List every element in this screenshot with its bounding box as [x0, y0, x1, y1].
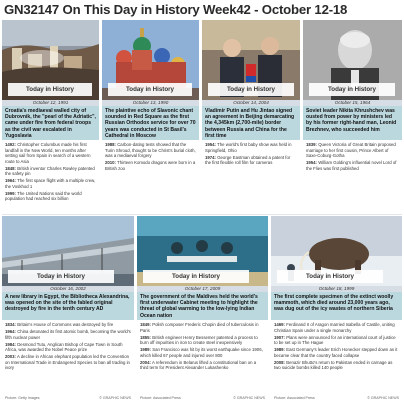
list-item: 2003: A decline in African elephant population led the Convention on International Trade in Endangered Species to ban all trading in ivory [5, 354, 130, 371]
card-oct-16 [2, 216, 134, 402]
list-item: 1974: George Eastman obtained a patent for the first flexible roll film for cameras [205, 154, 291, 166]
card-items [137, 321, 268, 393]
list-item: 1999: The United Nations said the world population had reached six billion [5, 190, 82, 202]
list-item: 2004: A referendum in Belarus lifted a constitutional ban on a third term for President Alexander Lukashenko [140, 359, 257, 371]
card-headline: The first complete specimen of the extinct woolly mammoth, which died around 23,000 years ago, was dug out of the icy wastes of northern Siberia [271, 292, 402, 320]
today-in-history-banner: Today in History [143, 270, 249, 283]
today-in-history-banner: Today in History [8, 83, 92, 96]
photo-credit: Picture: Associated Press © GRAPHIC NEWS [274, 396, 399, 400]
card-oct-14 [202, 20, 300, 214]
today-in-history-banner: Today in History [8, 270, 114, 283]
card-date: October 12, 1991 [2, 100, 99, 106]
card-date: October 15, 1964 [303, 100, 402, 106]
list-item: 1834: Britain's House of Commons was destroyed by fire [5, 322, 114, 327]
card-date: October 17, 2009 [137, 286, 268, 292]
card-date: October 14, 2004 [202, 100, 300, 106]
card-headline: Croatia's mediaeval walled city of Dubrovnik, the "pearl of the Adriatic", came under fire from federal troops as the civil war escalated in Yugoslavia [2, 106, 99, 140]
list-item: 2010: Thirteen Komodo dragons were born in a British zoo [105, 160, 196, 171]
card-items [2, 321, 134, 393]
card-headline: The government of the Maldives held the world's first underwater Cabinet meeting to highlight the threat of global warming to the low-lying Indian Ocean nation [137, 292, 268, 320]
card-oct-18 [271, 216, 402, 402]
card-oct-15 [303, 20, 402, 214]
card-oct-17 [137, 216, 268, 402]
today-in-history-banner: Today in History [277, 270, 383, 283]
list-item: 1469: Ferdinand II of Aragon married Isabella of Castile, uniting Christian Spain under a single monarchy [274, 322, 395, 333]
card-items [303, 141, 402, 213]
photo-credit: Picture: Associated Press © GRAPHIC NEWS [140, 396, 265, 400]
card-headline: The plaintive echo of Slavonic chant sounded in Red Square as the first Russian Orthodox service for over 70 years was conducted in St Basil's Cathedral in Moscow [102, 106, 199, 140]
list-item: 1492: Christopher Columbus made his first landfall in the New World, ten months after setting sail from Spain in search of a western route to Asia [5, 142, 91, 164]
today-in-history-banner: Today in History [309, 83, 395, 96]
list-item: 1849: Polish composer Frederic Chopin died of tuberculosis in Paris [140, 322, 259, 333]
card-oct-12 [2, 20, 99, 214]
card-items [202, 141, 300, 213]
list-item: 1848: British inventor Charles Rowley patented the safety pin [5, 165, 95, 177]
list-item: 1989: San Francisco was hit by its worst earthquake since 1906, which killed 67 people and injured over 800 [140, 347, 263, 358]
today-in-history-banner: Today in History [208, 83, 294, 96]
list-item: 1839: Queen Victoria of Great Britain proposed marriage to her first cousin, Prince Albert of Saxe-Coburg-Gotha [306, 142, 396, 159]
photo-credit: Picture: Getty Images © GRAPHIC NEWS [5, 396, 131, 400]
list-item: 1954: William Golding's influential novel Lord of the Flies was first published [306, 160, 397, 171]
list-item: 2008: Benazir Bhutto's return to Pakistan ended in carnage as two suicide bombs killed 140 people [274, 359, 393, 371]
card-headline: Vladimir Putin and Hu Jintao signed an agreement in Beijing demarcating the 4,345km (2,700-mile) border between Russia and China for the first time [202, 106, 300, 140]
page-title: GN32147 On This Day in History Week42 - October 12-18 [4, 2, 348, 17]
card-date: October 18, 1999 [271, 286, 402, 292]
list-item: 1855: British engineer Henry Bessemer patented a process to burn off impurities in iron to create steel inexpensively [140, 334, 258, 346]
card-date: October 13, 1990 [102, 100, 199, 106]
list-item: 1988: Carbon-dating tests showed that the Turin Shroud, thought to be Christ's burial cloth, was a mediaeval forgery [105, 142, 196, 159]
card-items [2, 141, 99, 213]
card-items [102, 141, 199, 213]
list-item: 1964: China detonated its first atomic bomb, becoming the world's fifth nuclear power [5, 328, 131, 340]
row-divider [2, 214, 402, 215]
card-headline: A new library in Egypt, the Bibliotheca Alexandrina, was opened on the site of the fabled original destroyed by fire in the tenth century AD [2, 292, 134, 320]
list-item: 1984: Desmond Tutu, Anglican Bishop of Cape Town in South Africa, was awarded the Nobel Peace prize [5, 341, 123, 353]
list-item: 1954: The world's first baby show was held in Springfield, Ohio [205, 142, 292, 153]
list-item: 1907: Plans were announced for an international court of justice to be set up in The Hague [274, 334, 396, 346]
today-in-history-banner: Today in History [108, 83, 192, 96]
list-item: 1964: The first space flight with a multiple crew, the Voskhod 1 [5, 178, 96, 189]
card-headline: Soviet leader Nikita Khrushchev was ousted from power by ministers led by his former right-hand man, Leonid Brezhnev, who succeeded him [303, 106, 402, 140]
card-date: October 16, 2002 [2, 286, 134, 292]
list-item: 1989: East Germany's leader Erich Honecker stepped down as it became clear that the country faced collapse [274, 347, 398, 358]
card-oct-13 [102, 20, 199, 214]
card-items [271, 321, 402, 393]
